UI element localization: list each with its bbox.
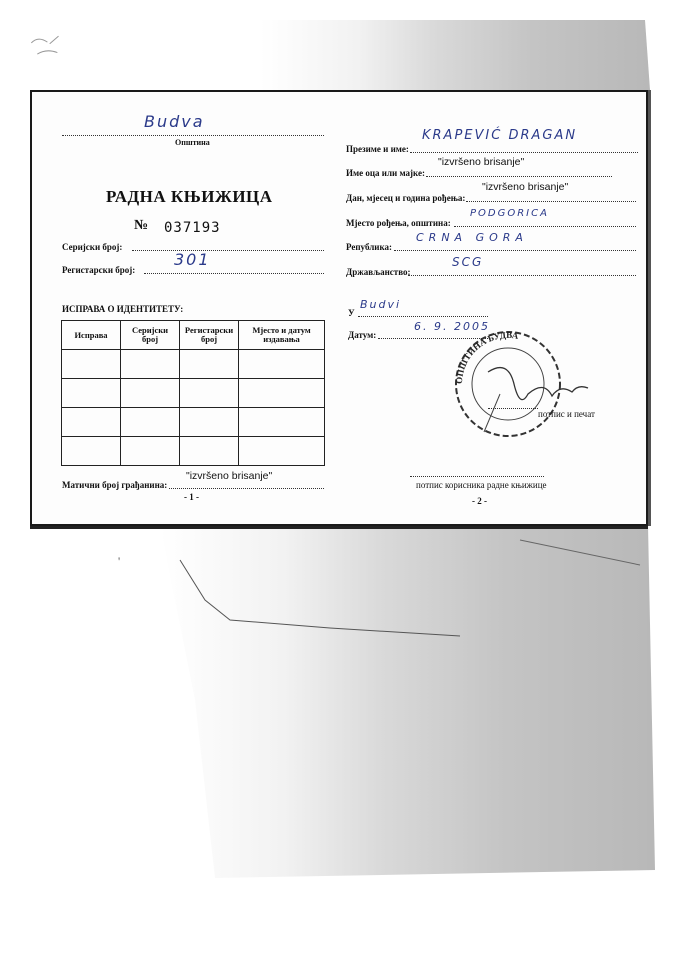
republic-label: Република: [346,242,392,252]
birthplace-label: Мјесто рођења, општина: [346,218,451,228]
serial-label: Серијски број: [62,242,123,252]
parent-label: Име оца или мајке: [346,168,426,178]
svg-text:ОПШТИНА БУДВА [454,330,520,384]
parent-line [426,176,612,177]
table-header: Исправа [62,321,121,350]
registry-value: 301 [174,250,211,269]
birth-value: "izvršeno brisanje" [482,181,569,193]
citizen-id-value: "izvršeno brisanje" [186,470,273,482]
citizenship-label: Држављанство: [346,267,411,277]
holder-signature-label: потпис корисника радне књижице [416,480,547,490]
stamp-text: ОПШТИНА БУДВА [453,329,520,385]
birthplace-value: PODGORICA [470,208,549,219]
birth-label: Дан, мјесец и година рођења: [346,193,466,203]
birth-line [466,201,636,202]
citizen-id-label: Матични број грађанина: [62,480,168,490]
registry-label: Регистарски број: [62,265,136,275]
place-value: Budvi [360,298,402,311]
name-line [410,152,638,153]
municipality-label: Општина [175,138,210,147]
republic-value: CRNA GORA [416,231,528,244]
serial-line [132,250,324,251]
table-header: Серијски број [121,321,180,350]
place-line [358,316,488,317]
identity-heading: ИСПРАВА О ИДЕНТИТЕТУ: [62,304,184,314]
document-title: РАДНА КЊИЖИЦА [106,187,273,206]
signature-label: потпис и печат [538,409,595,419]
table-row [62,437,325,466]
date-value: 6. 9. 2005 [414,320,490,333]
official-stamp [448,324,598,444]
table-row [62,350,325,379]
registry-line [144,273,324,274]
citizenship-line [408,275,636,276]
municipality-line [62,135,324,136]
citizenship-value: SCG [452,255,484,269]
number-prefix: № [134,218,149,233]
identity-table [61,320,325,466]
republic-line [394,250,636,251]
page-number-2: - 2 - [472,496,487,506]
work-booklet [30,90,648,526]
municipality-value: Budva [144,112,205,131]
table-header-row [62,321,325,350]
svg-text:': ' [118,554,121,568]
name-value: KRAPEVIĆ DRAGAN [422,128,578,143]
signature-line [488,408,538,409]
name-label: Презиме и име: [346,144,409,154]
booklet-number: 037193 [164,220,221,236]
table-header: Мјесто и датум издавања [239,321,325,350]
page-number-1: - 1 - [184,492,199,502]
table-row [62,379,325,408]
left-page [32,92,332,524]
date-label: Датум: [348,330,377,340]
citizen-id-line [169,488,324,489]
birthplace-line [454,226,636,227]
holder-signature-line [410,476,544,477]
right-page [338,92,644,524]
parent-value: "izvršeno brisanje" [438,156,525,168]
table-header: Регистарски број [180,321,239,350]
table-row [62,408,325,437]
place-prefix: У [348,308,355,318]
